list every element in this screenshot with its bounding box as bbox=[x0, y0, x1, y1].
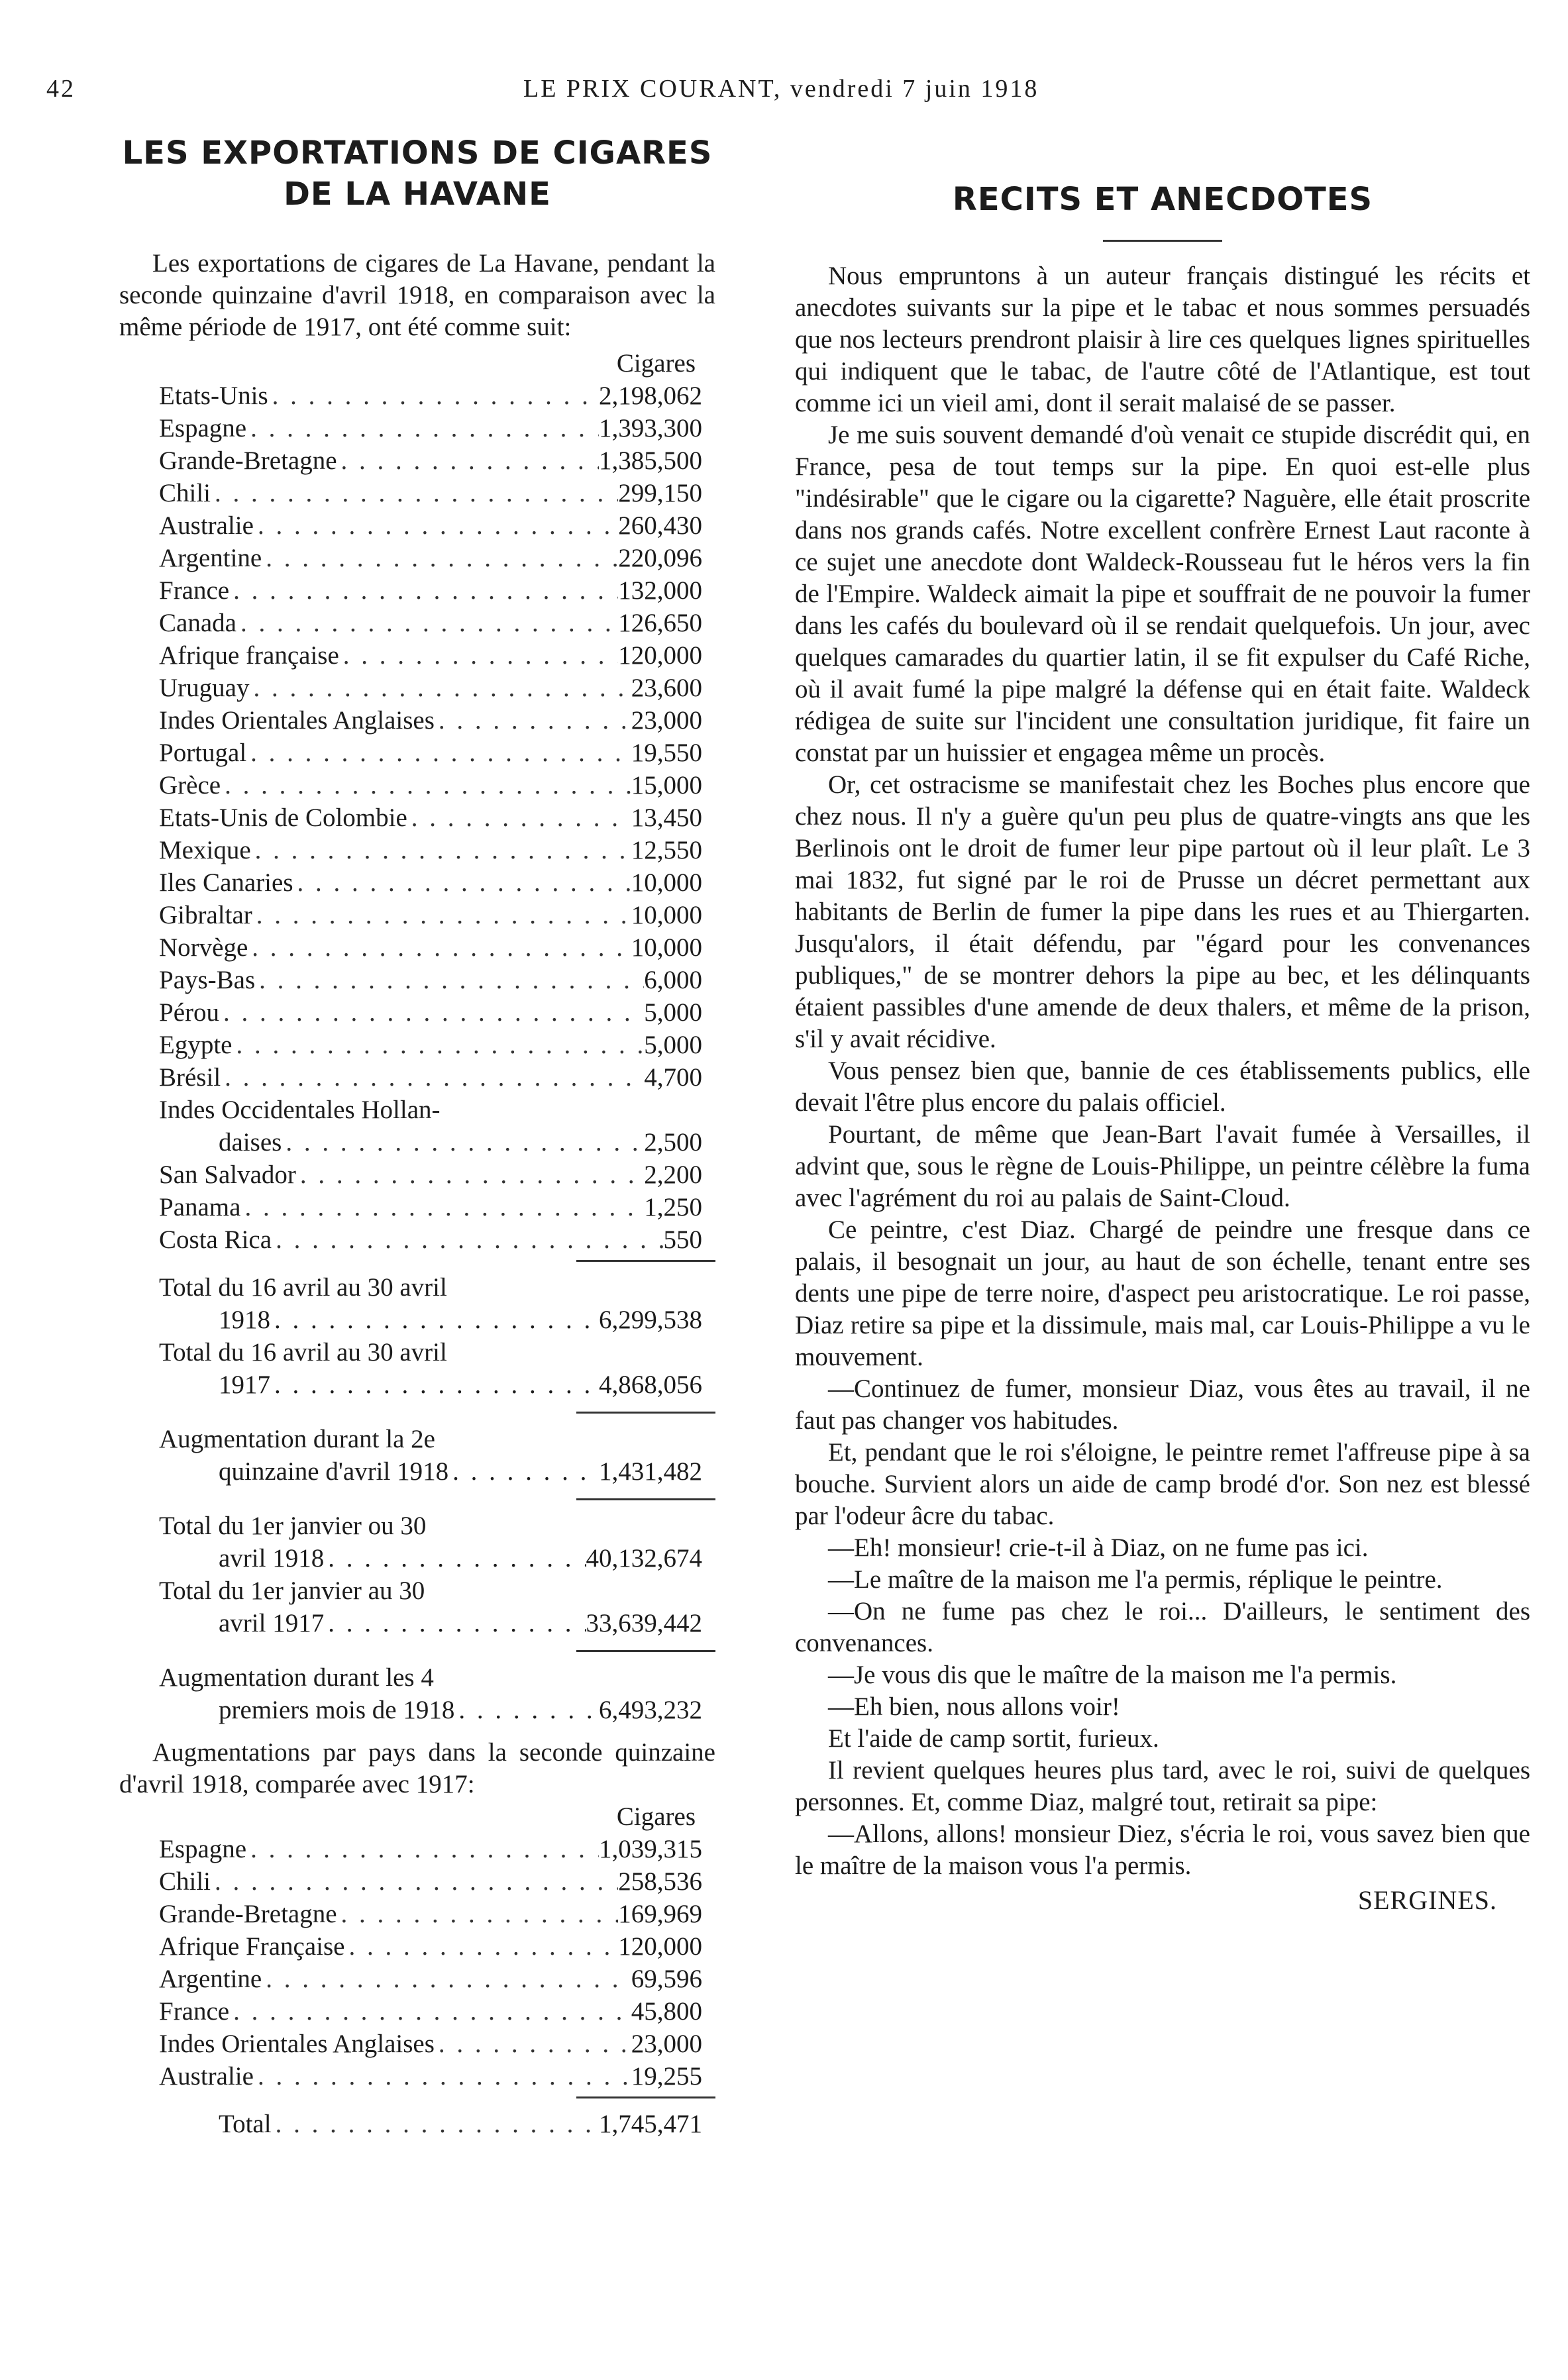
augmentation-block-1 bbox=[159, 1423, 702, 1488]
signature: SERGINES. bbox=[1357, 1885, 1497, 1915]
export-value: 550 bbox=[663, 1225, 702, 1254]
unit-header: Cigares bbox=[616, 349, 696, 378]
total-row bbox=[159, 1304, 702, 1336]
article-paragraph: Nous empruntons à un auteur français distingué les récits et anecdotes suivants sur la pipe et le tabac et nous sommes persuadés que nos lecteurs prendront plaisir à lire ces quelques lignes spirituelles qui indiquent que le tabac, de l'autre côté de l'Atlantique, est tout comme ici un vieil ami, dont il serait malaisé de se passer. bbox=[795, 262, 1530, 417]
export-value: 1,385,500 bbox=[599, 446, 702, 475]
country-name: Gibraltar bbox=[159, 901, 252, 929]
total-label: Total du 16 avril au 30 avril bbox=[159, 1338, 447, 1367]
table-row bbox=[159, 574, 702, 607]
table-row bbox=[159, 412, 702, 444]
table-row bbox=[159, 964, 702, 996]
intro-paragraph: Les exportations de cigares de La Havane, pendant la seconde quinzaine d'avril 1918, en comparaison avec la même période de 1917, ont été comme suit: bbox=[119, 249, 715, 341]
export-value: 69,596 bbox=[631, 1965, 702, 1993]
country-name: Mexique bbox=[159, 836, 251, 864]
augmentation-value: 1,431,482 bbox=[599, 1457, 702, 1486]
table-row bbox=[159, 1094, 702, 1126]
country-name: Grande-Bretagne bbox=[159, 446, 337, 475]
table-row bbox=[159, 1963, 702, 1995]
export-value: 2,198,062 bbox=[599, 382, 702, 410]
export-value: 120,000 bbox=[618, 641, 702, 670]
running-title: LE PRIX COURANT, vendredi 7 juin 1918 bbox=[523, 75, 1039, 103]
country-name: Indes Orientales Anglaises bbox=[159, 706, 435, 735]
export-value: 2,500 bbox=[644, 1128, 702, 1157]
total-value: 6,299,538 bbox=[599, 1306, 702, 1334]
country-name: Espagne bbox=[159, 1835, 247, 1863]
country-name: Canada bbox=[159, 609, 236, 637]
table-row bbox=[159, 2108, 702, 2140]
table-row bbox=[159, 1191, 702, 1223]
country-name: San Salvador bbox=[159, 1161, 296, 1189]
table-row bbox=[159, 1930, 702, 1963]
total-label: Total du 1er janvier ou 30 bbox=[159, 1512, 427, 1540]
table-row bbox=[159, 2028, 702, 2060]
table-row bbox=[159, 1159, 702, 1191]
total-value: 1,745,471 bbox=[599, 2110, 702, 2138]
country-name: Iles Canaries bbox=[159, 868, 293, 897]
export-value: 10,000 bbox=[631, 901, 702, 929]
article-paragraph: —Eh! monsieur! crie-t-il à Diaz, on ne fume pas ici. bbox=[828, 1533, 1369, 1562]
country-name: Norvège bbox=[159, 933, 248, 962]
export-value: 6,000 bbox=[644, 966, 702, 994]
left-column bbox=[119, 132, 715, 2140]
table-row bbox=[159, 477, 702, 509]
sum-rule bbox=[576, 1412, 715, 1414]
export-value: 258,536 bbox=[618, 1867, 702, 1896]
country-name: Pays-Bas bbox=[159, 966, 256, 994]
total-year: avril 1918 bbox=[219, 1544, 325, 1573]
table-row bbox=[159, 769, 702, 802]
article-paragraph: —Continuez de fumer, monsieur Diaz, vous êtes au travail, il ne faut pas changer vos habitudes. bbox=[795, 1374, 1530, 1435]
country-name: Etats-Unis bbox=[159, 382, 268, 410]
table-row bbox=[159, 607, 702, 639]
country-name: Indes Orientales Anglaises bbox=[159, 2030, 435, 2058]
country-name: Brésil bbox=[159, 1063, 221, 1092]
table-row bbox=[159, 639, 702, 672]
export-value: 260,430 bbox=[618, 511, 702, 540]
country-name: Costa Rica bbox=[159, 1225, 272, 1254]
export-value: 169,969 bbox=[618, 1900, 702, 1928]
country-name: Uruguay bbox=[159, 674, 250, 702]
exports-table bbox=[159, 347, 702, 1256]
article-title-exportations: LES EXPORTATIONS DE CIGARES DE LA HAVANE bbox=[122, 134, 713, 213]
augmentation-value: 6,493,232 bbox=[599, 1696, 702, 1724]
country-name: Australie bbox=[159, 2062, 254, 2091]
export-value: 1,250 bbox=[644, 1193, 702, 1221]
total-row bbox=[159, 1369, 702, 1401]
export-value: 299,150 bbox=[618, 479, 702, 507]
export-value: 19,550 bbox=[631, 739, 702, 767]
country-name: Chili bbox=[159, 1867, 211, 1896]
country-name: France bbox=[159, 576, 230, 605]
table-row bbox=[159, 834, 702, 866]
table-row bbox=[159, 996, 702, 1029]
country-name: Chili bbox=[159, 479, 211, 507]
augmentations-table bbox=[159, 1800, 702, 2093]
export-value: 12,550 bbox=[631, 836, 702, 864]
table-row bbox=[159, 866, 702, 899]
total-year: avril 1917 bbox=[219, 1609, 325, 1637]
country-name: Afrique française bbox=[159, 641, 339, 670]
country-name: Egypte bbox=[159, 1031, 233, 1059]
table-row bbox=[159, 802, 702, 834]
country-name: Australie bbox=[159, 511, 254, 540]
augmentation-row bbox=[159, 1455, 702, 1488]
country-name: Afrique Française bbox=[159, 1932, 345, 1961]
table-row bbox=[159, 1126, 702, 1159]
article-paragraph: —Je vous dis que le maître de la maison me l'a permis. bbox=[828, 1661, 1397, 1689]
export-value: 132,000 bbox=[618, 576, 702, 605]
country-name: Etats-Unis de Colombie bbox=[159, 803, 407, 832]
article-paragraph: —On ne fume pas chez le roi... D'ailleurs, le sentiment des convenances. bbox=[795, 1597, 1530, 1657]
augmentation-period: quinzaine d'avril 1918 bbox=[219, 1457, 449, 1486]
country-name: Panama bbox=[159, 1193, 241, 1221]
export-value: 1,039,315 bbox=[599, 1835, 702, 1863]
title-rule bbox=[1103, 240, 1222, 242]
page-number: 42 bbox=[46, 75, 76, 103]
country-name: Espagne bbox=[159, 414, 247, 442]
export-value: 5,000 bbox=[644, 998, 702, 1027]
table-row bbox=[159, 1995, 702, 2028]
table-row bbox=[159, 380, 702, 412]
sum-rule bbox=[576, 1498, 715, 1500]
total-value: 40,132,674 bbox=[586, 1544, 702, 1573]
table-row bbox=[159, 899, 702, 931]
article-paragraph: Or, cet ostracisme se manifestait chez les Boches plus encore que chez nous. Il n'y a guère qu'un peu plus de quatre-vingts ans que les Berlinois ont le droit de fumer leur pipe partout où il leur plaît. Le 3 mai 1832, fut signé par le roi de Prusse un décret permettant aux habitants de Berlin de fumer la pipe dans les rues et au Thiergarten. Jusqu'alors, il était défendu, par "égard pour les convenances publiques," de se montrer dehors la pipe au bec, et les délinquants étaient passibles d'une amende de deux thalers, et même de la prison, s'il y avait récidive. bbox=[795, 770, 1530, 1053]
table-row bbox=[159, 509, 702, 542]
total-year: 1918 bbox=[219, 1306, 270, 1334]
export-value: 10,000 bbox=[631, 933, 702, 962]
export-value: 23,000 bbox=[631, 2030, 702, 2058]
total-year: 1917 bbox=[219, 1371, 270, 1399]
table-row bbox=[159, 1833, 702, 1865]
unit-header: Cigares bbox=[616, 1802, 696, 1831]
country-name: Indes Occidentales Hollan- bbox=[159, 1096, 441, 1124]
article-paragraph: Ce peintre, c'est Diaz. Chargé de peindre une fresque dans ce palais, il besognait un jour, au haut de son échelle, tenant entre ses dents une pipe de terre noire, d'aspect peu aristocratique. Le roi passe, Diaz retire sa pipe et la dissimule, mais mal, car Louis-Philippe a vu le mouvement. bbox=[795, 1216, 1530, 1371]
augmentation-block-2 bbox=[159, 1661, 702, 1726]
article-paragraph: Vous pensez bien que, bannie de ces établissements publics, elle devait l'être plus encore du palais officiel. bbox=[795, 1057, 1530, 1117]
table-row bbox=[159, 704, 702, 737]
total-value: 33,639,442 bbox=[586, 1609, 702, 1637]
article-title-recits: RECITS ET ANECDOTES bbox=[952, 181, 1373, 218]
total-row bbox=[159, 1607, 702, 1639]
right-column bbox=[795, 132, 1530, 1916]
export-value: 120,000 bbox=[618, 1932, 702, 1961]
country-name: Portugal bbox=[159, 739, 247, 767]
export-value: 1,393,300 bbox=[599, 414, 702, 442]
export-value: 10,000 bbox=[631, 868, 702, 897]
export-value: 4,700 bbox=[644, 1063, 702, 1092]
export-value: 2,200 bbox=[644, 1161, 702, 1189]
export-value: 15,000 bbox=[631, 771, 702, 800]
country-name: France bbox=[159, 1997, 230, 2026]
augmentation-label: Augmentation durant les 4 bbox=[159, 1663, 434, 1692]
augmentation-period: premiers mois de 1918 bbox=[219, 1696, 455, 1724]
table-row bbox=[159, 542, 702, 574]
article-paragraph: —Eh bien, nous allons voir! bbox=[828, 1692, 1120, 1721]
total-label: Total du 1er janvier au 30 bbox=[159, 1577, 425, 1605]
export-value: 220,096 bbox=[618, 544, 702, 572]
export-value: 19,255 bbox=[631, 2062, 702, 2091]
augmentation-row bbox=[159, 1694, 702, 1726]
table-row bbox=[159, 1029, 702, 1061]
export-value: 13,450 bbox=[631, 803, 702, 832]
table-row bbox=[159, 1223, 702, 1256]
export-value: 23,000 bbox=[631, 706, 702, 735]
country-name: Argentine bbox=[159, 1965, 262, 1993]
table-row bbox=[159, 2060, 702, 2093]
intro-paragraph-2: Augmentations par pays dans la seconde quinzaine d'avril 1918, comparée avec 1917: bbox=[119, 1738, 715, 1798]
article-paragraph: Et, pendant que le roi s'éloigne, le peintre remet l'affreuse pipe à sa bouche. Survient alors un aide de camp brodé d'or. Son nez est blessé par l'odeur âcre du tabac. bbox=[795, 1438, 1530, 1530]
article-paragraph: —Le maître de la maison me l'a permis, réplique le peintre. bbox=[828, 1565, 1443, 1594]
export-value: 126,650 bbox=[618, 609, 702, 637]
article-paragraph: Il revient quelques heures plus tard, avec le roi, suivi de quelques personnes. Et, comme Diaz, malgré tout, retirait sa pipe: bbox=[795, 1756, 1530, 1816]
article-paragraph: Et l'aide de camp sortit, furieux. bbox=[828, 1724, 1159, 1753]
article-paragraph: —Allons, allons! monsieur Diez, s'écria le roi, vous savez bien que le maître de la maison vous l'a permis. bbox=[795, 1820, 1530, 1880]
country-name: Grèce bbox=[159, 771, 221, 800]
sum-rule bbox=[576, 2096, 715, 2098]
table-row bbox=[159, 444, 702, 477]
total-label: Total du 16 avril au 30 avril bbox=[159, 1273, 447, 1302]
final-total bbox=[159, 2108, 702, 2140]
country-name: Pérou bbox=[159, 998, 219, 1027]
table-row bbox=[159, 1865, 702, 1898]
sum-rule bbox=[576, 1650, 715, 1652]
augmentation-label: Augmentation durant la 2e bbox=[159, 1425, 435, 1453]
country-name: daises bbox=[219, 1128, 282, 1157]
total-row bbox=[159, 1542, 702, 1575]
table-row bbox=[159, 1061, 702, 1094]
sum-rule bbox=[576, 1260, 715, 1262]
export-value: 5,000 bbox=[644, 1031, 702, 1059]
article-body bbox=[795, 260, 1530, 1882]
country-name: Argentine bbox=[159, 544, 262, 572]
page-header bbox=[46, 74, 1530, 114]
article-paragraph: Je me suis souvent demandé d'où venait ce stupide discrédit qui, en France, pesa de tout temps sur la pipe. En quoi est-elle plus "indésirable" que le cigare ou la cigarette? Naguère, elle était proscrite dans nos grands cafés. Notre excellent confrère Ernest Laut raconte à ce sujet une anecdote dont Waldeck-Rousseau fut le héros vers la fin de l'Empire. Waldeck aimait la pipe et souffrait de ne pouvoir la fumer dans les cafés du boulevard où il se rendait quelquefois. Un jour, avec quelques camarades du quartier latin, il se fit expulser du Café Riche, où il avait fumé la pipe malgré la défense qui en était faite. Waldeck rédigea de suite sur l'incident une consultation juridique, fit faire un constat par un huissier et engagea même un procès. bbox=[795, 421, 1530, 767]
table-row bbox=[159, 737, 702, 769]
totals-block-2 bbox=[159, 1510, 702, 1639]
table-row bbox=[159, 931, 702, 964]
country-name: Grande-Bretagne bbox=[159, 1900, 337, 1928]
total-value: 4,868,056 bbox=[599, 1371, 702, 1399]
export-value: 23,600 bbox=[631, 674, 702, 702]
export-value: 45,800 bbox=[631, 1997, 702, 2026]
table-row bbox=[159, 1898, 702, 1930]
totals-block-1 bbox=[159, 1271, 702, 1401]
total-label: Total bbox=[219, 2110, 272, 2138]
table-row bbox=[159, 672, 702, 704]
article-paragraph: Pourtant, de même que Jean-Bart l'avait fumée à Versailles, il advint que, sous le règne de Louis-Philippe, un peintre célèbre la fuma avec l'agrément du roi au palais de Saint-Cloud. bbox=[795, 1120, 1530, 1212]
